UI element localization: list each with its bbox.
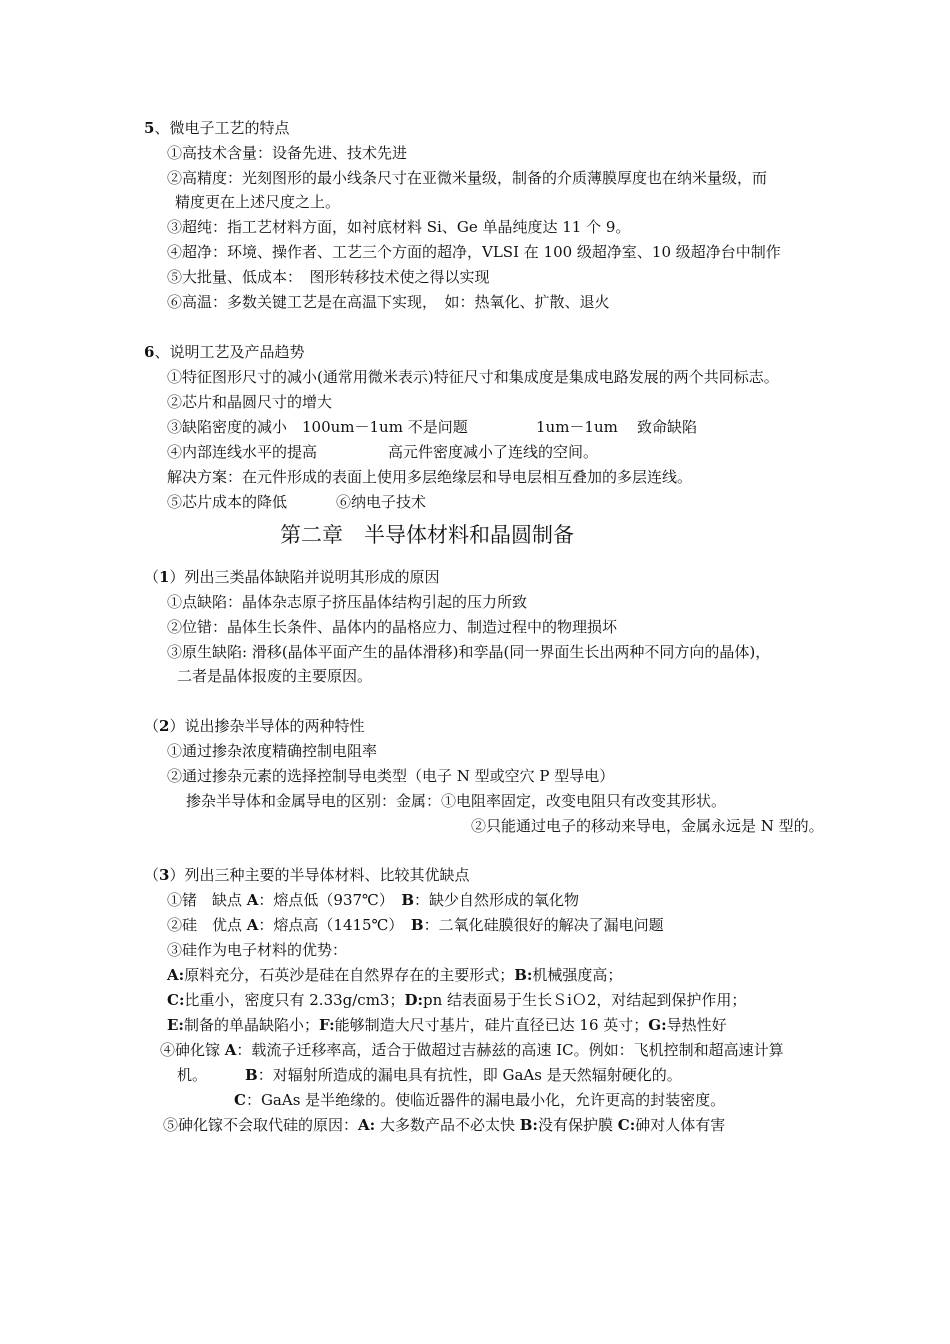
- s6-item-3: [167, 416, 468, 438]
- si-b-marker: B: [410, 916, 424, 934]
- s6-item-2: ②芯片和晶圆尺寸的增大: [167, 393, 333, 411]
- s6-item-3-c: 致命缺陷: [637, 418, 698, 436]
- paren-open: （: [144, 866, 160, 884]
- s6-item-3-b: 1um－1um: [536, 418, 618, 436]
- question-number: 3: [159, 866, 170, 884]
- ge-b-text: ：缺少自然形成的氧化物: [414, 891, 580, 909]
- q3-adv-line-1: [167, 964, 622, 986]
- gaas-a-text: ：载流子迁移率高，适合于做超过吉赫兹的高速 IC。例如：飞机控制和超高速计算: [236, 1041, 784, 1059]
- q3-adv-line-3: [167, 1014, 727, 1036]
- s6-solution: 解决方案：在元件形成的表面上使用多层绝缘层和导电层相互叠加的多层连线。: [167, 468, 693, 486]
- section-title: 、说明工艺及产品趋势: [154, 343, 305, 361]
- gaas-b-marker: B: [245, 1066, 258, 1084]
- q3-why-not-replace: [163, 1114, 725, 1136]
- section-number: 6: [144, 343, 155, 361]
- s6-item-3-a: ③缺陷密度的减小 100um－1um 不是问题: [167, 418, 468, 436]
- adv-a-marker: A:: [167, 966, 185, 984]
- s6-item-1: ①特征图形尺寸的减小(通常用微米表示)特征尺寸和集成度是集成电路发展的两个共同标志。: [167, 368, 779, 386]
- gaas-cont: 机。: [177, 1066, 208, 1084]
- q2-heading: [144, 715, 364, 737]
- q1-item-2: ②位错：晶体生长条件、晶体内的晶格应力、制造过程中的物理损坏: [167, 618, 618, 636]
- gaas-c-marker: C: [234, 1091, 246, 1109]
- gaas-a-marker: A: [224, 1041, 237, 1059]
- s5-item-2-cont: 精度更在上述尺度之上。: [175, 193, 341, 211]
- why-c-text: 砷对人体有害: [635, 1116, 726, 1134]
- adv-e-marker: E:: [167, 1016, 184, 1034]
- adv-a-text: 原料充分，石英沙是硅在自然界存在的主要形式；: [184, 966, 515, 984]
- q2-item-2: ②通过掺杂元素的选择控制导电类型（电子 N 型或空穴 P 型导电）: [167, 767, 615, 785]
- question-title: ）列出三种主要的半导体材料、比较其优缺点: [169, 866, 470, 884]
- q3-gaas-line-3: [234, 1089, 725, 1111]
- paren-open: （: [144, 717, 160, 735]
- why-b-text: 没有保护膜: [537, 1116, 618, 1134]
- s5-item-6: ⑥高温：多数关键工艺是在高温下实现， 如：热氧化、扩散、退火: [167, 293, 610, 311]
- q3-silicon-advantages: ③硅作为电子材料的优势：: [167, 941, 348, 959]
- adv-b-text: 机械强度高；: [532, 966, 623, 984]
- question-title: ）说出掺杂半导体的两种特性: [169, 717, 365, 735]
- q3-gaas-line-2: [177, 1064, 682, 1086]
- q3-germanium: [167, 889, 579, 911]
- ge-a-marker: A: [246, 891, 259, 909]
- adv-d-marker: D:: [404, 991, 424, 1009]
- adv-e-text: 制备的单晶缺陷小；: [183, 1016, 319, 1034]
- why-label: ⑤砷化镓不会取代硅的原因：: [163, 1116, 359, 1134]
- s6-item-4-b: 高元件密度减小了连线的空间。: [388, 443, 599, 461]
- chapter-title: 第二章 半导体材料和晶圆制备: [280, 523, 574, 547]
- s6-item-5: ⑤芯片成本的降低: [167, 493, 288, 511]
- section-number: 5: [144, 119, 155, 137]
- paren-open: （: [144, 568, 160, 586]
- adv-c-marker: C:: [167, 991, 185, 1009]
- q3-silicon: [167, 914, 664, 936]
- why-a-text: 大多数产品不必太快: [375, 1116, 520, 1134]
- adv-d-text: pn 结表面易于生长ＳiＯ2，对结起到保护作用；: [423, 991, 747, 1009]
- s5-item-1: ①高技术含量：设备先进、技术先进: [167, 144, 408, 162]
- ge-label: ①锗 缺点: [167, 891, 247, 909]
- question-title: ）列出三类晶体缺陷并说明其形成的原因: [169, 568, 440, 586]
- q3-heading: [144, 864, 469, 886]
- adv-g-marker: G:: [648, 1016, 667, 1034]
- q3-gaas-line-1: [160, 1039, 784, 1061]
- s5-item-3: ③超纯：指工艺材料方面，如衬底材料 Si、Ge 单晶纯度达 11 个 9。: [167, 218, 631, 236]
- q1-item-1: ①点缺陷：晶体杂志原子挤压晶体结构引起的压力所致: [167, 593, 528, 611]
- adv-g-text: 导热性好: [666, 1016, 727, 1034]
- q2-difference-cont: ②只能通过电子的移动来导电，金属永远是 N 型的。: [471, 817, 824, 835]
- si-label: ②硅 优点: [167, 916, 247, 934]
- q1-heading: [144, 566, 439, 588]
- question-number: 1: [159, 568, 170, 586]
- section-5-heading: [144, 117, 289, 139]
- adv-f-text: 能够制造大尺寸基片，硅片直径已达 16 英寸；: [334, 1016, 649, 1034]
- adv-f-marker: F:: [319, 1016, 335, 1034]
- section-6-heading: [144, 341, 304, 363]
- question-number: 2: [159, 717, 170, 735]
- q2-difference: 掺杂半导体和金属导电的区别：金属：①电阻率固定，改变电阻只有改变其形状。: [186, 792, 727, 810]
- why-b-marker: B:: [519, 1116, 538, 1134]
- gaas-c-text: ：GaAs 是半绝缘的。使临近器件的漏电最小化，允许更高的封装密度。: [245, 1091, 726, 1109]
- s5-item-4: ④超净：环境、操作者、工艺三个方面的超净，VLSI 在 100 级超净室、10 级超净台中制作: [167, 243, 781, 261]
- gaas-b-text: ：对辐射所造成的漏电具有抗性，即 GaAs 是天然辐射硬化的。: [257, 1066, 682, 1084]
- s6-item-4-a: ④内部连线水平的提高: [167, 443, 318, 461]
- section-title: 、微电子工艺的特点: [154, 119, 290, 137]
- why-c-marker: C:: [617, 1116, 636, 1134]
- si-a-text: ：熔点高（1415℃）: [258, 916, 411, 934]
- si-a-marker: A: [246, 916, 259, 934]
- gaas-label: ④砷化镓: [160, 1041, 225, 1059]
- ge-a-text: ：熔点低（937℃）: [258, 891, 402, 909]
- s5-item-2: ②高精度：光刻图形的最小线条尺寸在亚微米量级，制备的介质薄膜厚度也在纳米量级，而: [167, 169, 768, 187]
- q2-item-1: ①通过掺杂浓度精确控制电阻率: [167, 742, 378, 760]
- adv-b-marker: B:: [514, 966, 533, 984]
- q1-item-3-cont: 二者是晶体报废的主要原因。: [177, 667, 373, 685]
- s6-item-6: ⑥纳电子技术: [336, 493, 427, 511]
- adv-c-text: 比重小，密度只有 2.33g/cm3；: [184, 991, 405, 1009]
- s5-item-5: ⑤大批量、低成本： 图形转移技术使之得以实现: [167, 268, 490, 286]
- si-b-text: ：二氧化硅膜很好的解决了漏电问题: [423, 916, 664, 934]
- ge-b-marker: B: [401, 891, 415, 909]
- q3-adv-line-2: [167, 989, 746, 1011]
- why-a-marker: A:: [358, 1116, 376, 1134]
- q1-item-3: ③原生缺陷: 滑移(晶体平面产生的晶体滑移)和孪晶(同一界面生长出两种不同方向的晶体)，: [167, 643, 771, 661]
